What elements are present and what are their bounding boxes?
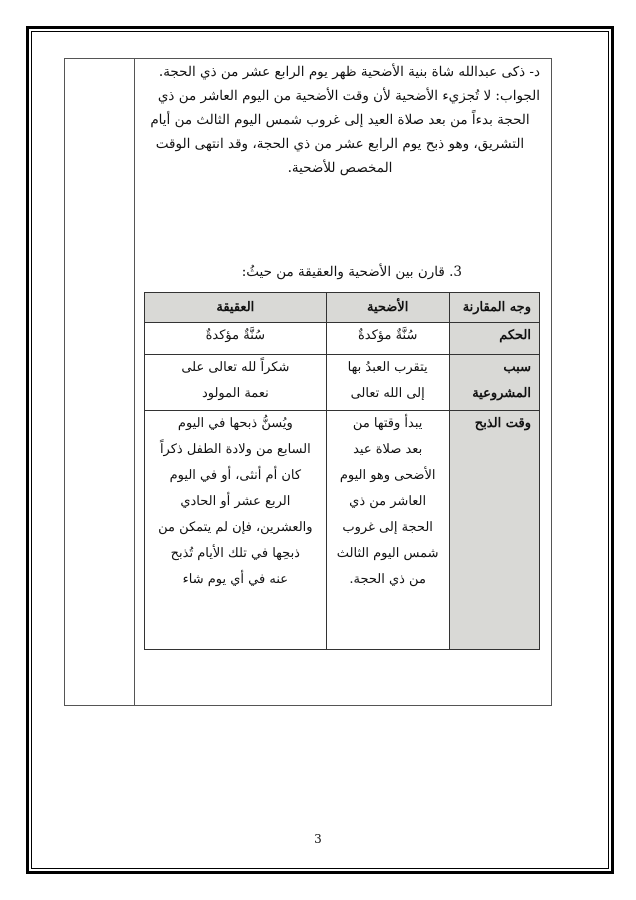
- header-aqiqah: العقيقة: [145, 293, 327, 323]
- cell-line: يتقرب العبدُ بها: [347, 360, 428, 375]
- row-label-ruling: الحكم: [449, 323, 539, 355]
- answer-paragraph: [140, 84, 540, 180]
- row-label-reason: [449, 355, 539, 411]
- cell-line: بعد صلاة عيد: [353, 442, 423, 457]
- table-row-reason: [145, 355, 540, 411]
- cell-line: الحجة إلى غروب: [342, 520, 433, 535]
- cell-udhiyah-ruling: سُنَّةٌ مؤكدةٌ: [326, 323, 449, 355]
- answer-line: المخصص للأضحية.: [287, 160, 393, 176]
- content-column-divider: [134, 58, 135, 706]
- cell-line: الأضحى وهو اليوم: [339, 468, 436, 483]
- cell-line: السابع من ولادة الطفل ذكراً: [159, 442, 311, 457]
- question-item-d: د- ذكى عبدالله شاة بنية الأضحية ظهر يوم الرابع عشر من ذي الحجة.: [158, 64, 540, 80]
- cell-line: والعشرين، فإن لم يتمكن من: [158, 520, 313, 535]
- table-row-ruling: [145, 323, 540, 355]
- answer-line: الحجة بدءاً من بعد صلاة العيد إلى غروب شمس اليوم الثالث من أيام: [150, 112, 530, 128]
- table-row-time: [145, 411, 540, 650]
- question-3-heading: 3. قارن بين الأضحية والعقيقة من حيثُ:: [241, 264, 462, 280]
- table-header-row: [145, 293, 540, 323]
- cell-aqiqah-ruling: سُنَّةٌ مؤكدةٌ: [145, 323, 327, 355]
- cell-line: ذبحِها في تلك الأيام تُذبح: [170, 546, 300, 561]
- cell-aqiqah-reason: [145, 355, 327, 411]
- cell-line: ويُسنُّ ذبحها في اليوم: [177, 416, 293, 431]
- cell-line: نعمة المولود: [201, 386, 269, 401]
- cell-line: شكراً لله تعالى على: [181, 360, 290, 375]
- header-udhiyah: الأضحية: [326, 293, 449, 323]
- row-label-line: سبب: [503, 360, 531, 375]
- cell-line: إلى الله تعالى: [350, 386, 425, 401]
- cell-line: العاشر من ذي: [349, 494, 427, 509]
- cell-line: الربع عشر أو الحادي: [180, 494, 291, 509]
- row-label-line: المشروعية: [472, 386, 531, 401]
- cell-line: من ذي الحجة.: [349, 572, 426, 587]
- cell-line: كان أم أنثى، أو في اليوم: [169, 468, 302, 483]
- cell-line: شمس اليوم الثالث: [336, 546, 439, 561]
- answer-line: الجواب: لا تُجزيء الأضحية لأن وقت الأضحية من اليوم العاشر من ذي: [157, 88, 540, 104]
- answer-line: التشريق، وهو ذبح يوم الرابع عشر من ذي الحجة، وقد انتهى الوقت: [155, 136, 525, 152]
- cell-line: عنه في أي يوم شاء: [182, 572, 289, 587]
- page-number: 3: [314, 832, 322, 846]
- cell-line: يبدأ وقتها من: [352, 416, 423, 431]
- cell-udhiyah-reason: [326, 355, 449, 411]
- comparison-table: [144, 292, 540, 650]
- row-label-time: وقت الذبح: [449, 411, 539, 650]
- cell-aqiqah-time: [145, 411, 327, 650]
- header-comparison-basis: وجه المقارنة: [449, 293, 539, 323]
- cell-udhiyah-time: [326, 411, 449, 650]
